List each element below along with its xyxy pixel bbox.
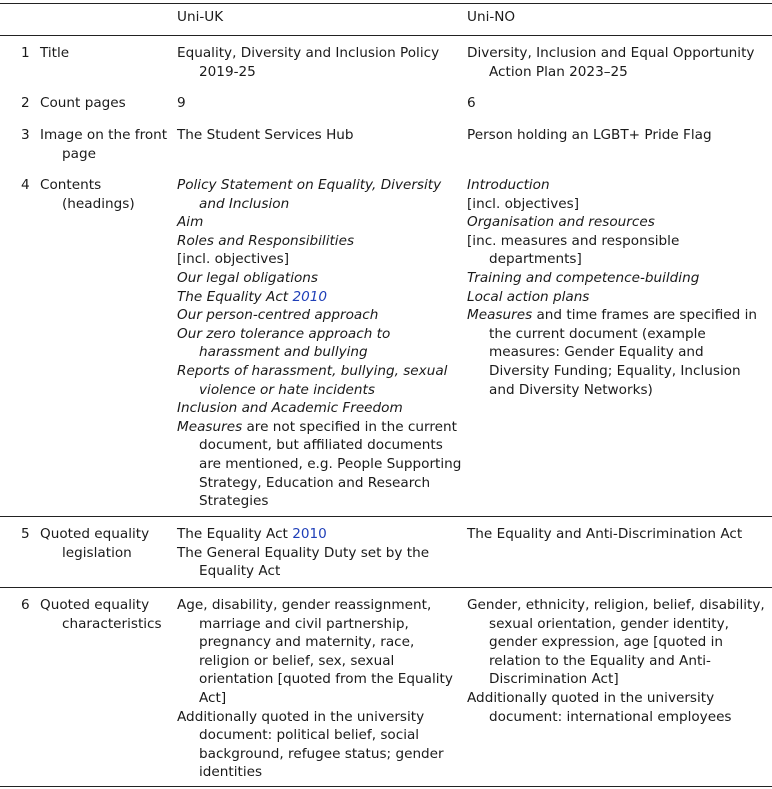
no-measures-note: [467, 306, 765, 399]
row-number: 2: [21, 95, 30, 111]
no-note: [incl. objectives]: [467, 195, 580, 212]
uk-heading: Inclusion and Academic Freedom: [177, 400, 403, 417]
no-heading: Local action plans: [467, 288, 590, 305]
uk-front-image: The Student Services Hub: [177, 127, 354, 143]
uk-cell: [177, 596, 462, 782]
no-heading: Training and competence-building: [467, 269, 700, 286]
year-link[interactable]: 2010: [292, 288, 328, 305]
uk-heading-text: The Equality Act: [177, 288, 293, 305]
uk-legislation: [177, 525, 462, 544]
row-label-text: Image on the front page: [40, 127, 168, 162]
row-label: [40, 126, 168, 163]
uk-characteristics: Age, disability, gender reassignment, marriage and civil partnership, pregnancy and maternity, race, religion or belief, sex, sexual orientation [quoted from the Equality Act]: [177, 597, 453, 706]
uk-cell: [177, 94, 462, 113]
no-cell: [467, 94, 765, 113]
no-characteristics: Gender, ethnicity, religion, belief, disability, sexual orientation, gender identity, gender expression, age [quoted in relation to the Equality and Anti-Discrimination Act]: [467, 597, 765, 688]
measures-word: Measures: [467, 307, 533, 324]
uk-heading: Our person-centred approach: [177, 307, 379, 324]
measures-text: and time frames are specified in the current document (example measures: Gender Equality and Diversity Funding; Equality, Inclusion and Diversity Networks): [489, 307, 758, 398]
no-cell: [467, 126, 765, 145]
no-cell: [467, 176, 765, 399]
row-number: 1: [21, 45, 30, 61]
row-label-text: Quoted equality legislation: [40, 526, 150, 561]
row-number: 4: [21, 177, 30, 193]
uk-cell: [177, 44, 462, 81]
uk-cell: [177, 176, 462, 511]
uk-heading: [177, 288, 462, 307]
no-cell: [467, 525, 765, 544]
uk-heading: Reports of harassment, bullying, sexual violence or hate incidents: [177, 362, 448, 398]
uk-cell: [177, 126, 462, 145]
no-cell: [467, 596, 765, 726]
uk-page-count: 9: [177, 95, 186, 111]
row-number: 5: [21, 526, 30, 542]
no-legislation: The Equality and Anti-Discrimination Act: [467, 526, 743, 542]
no-heading: Organisation and resources: [467, 214, 655, 231]
header-rule: [0, 35, 772, 36]
row-label: [40, 525, 168, 562]
no-policy-title: Diversity, Inclusion and Equal Opportunity Action Plan 2023–25: [467, 45, 755, 80]
legislation-text: The Equality Act: [177, 526, 293, 542]
row-label-text: Title: [40, 45, 70, 61]
uk-heading: Aim: [177, 214, 204, 231]
row-label-text: Contents (headings): [40, 177, 135, 212]
row-label: [40, 596, 168, 633]
uk-cell: [177, 525, 462, 581]
uk-heading: Our legal obligations: [177, 269, 319, 286]
row-divider: [0, 516, 772, 517]
row-label-text: Quoted equality characteristics: [40, 597, 162, 632]
no-additional: Additionally quoted in the university document: international employees: [467, 689, 732, 725]
no-heading: Introduction: [467, 177, 550, 193]
row-number: 6: [21, 597, 30, 613]
uk-heading: Policy Statement on Equality, Diversity and Inclusion: [177, 177, 442, 212]
uk-measures-note: [177, 418, 462, 511]
row-label: [40, 44, 168, 63]
row-label: [40, 94, 168, 113]
measures-word: Measures: [177, 418, 243, 435]
header-uni-uk: Uni-UK: [177, 9, 224, 25]
row-number: 3: [21, 127, 30, 143]
no-page-count: 6: [467, 95, 476, 111]
year-link[interactable]: 2010: [292, 526, 327, 542]
no-front-image: Person holding an LGBT+ Pride Flag: [467, 127, 712, 143]
bottom-rule: [0, 786, 772, 787]
no-note: [inc. measures and responsible departments]: [467, 232, 680, 268]
uk-policy-title: Equality, Diversity and Inclusion Policy 2019-25: [177, 45, 440, 80]
header-uni-no: Uni-NO: [467, 9, 516, 25]
uk-legislation: The General Equality Duty set by the Equality Act: [177, 544, 430, 580]
no-cell: [467, 44, 765, 81]
uk-additional: Additionally quoted in the university document: political belief, social background, refugee status; gender identities: [177, 708, 444, 781]
row-label-text: Count pages: [40, 95, 126, 111]
uk-heading: Our zero tolerance approach to harassment and bullying: [177, 325, 391, 361]
measures-text: are not specified in the current document, but affiliated documents are mentioned, e.g. People Supporting Strategy, Education and Research Strategies: [199, 418, 462, 510]
row-divider: [0, 587, 772, 588]
top-rule: [0, 3, 772, 4]
row-label: [40, 176, 168, 213]
uk-heading: Roles and Responsibilities: [177, 232, 355, 249]
uk-note: [incl. objectives]: [177, 251, 290, 268]
